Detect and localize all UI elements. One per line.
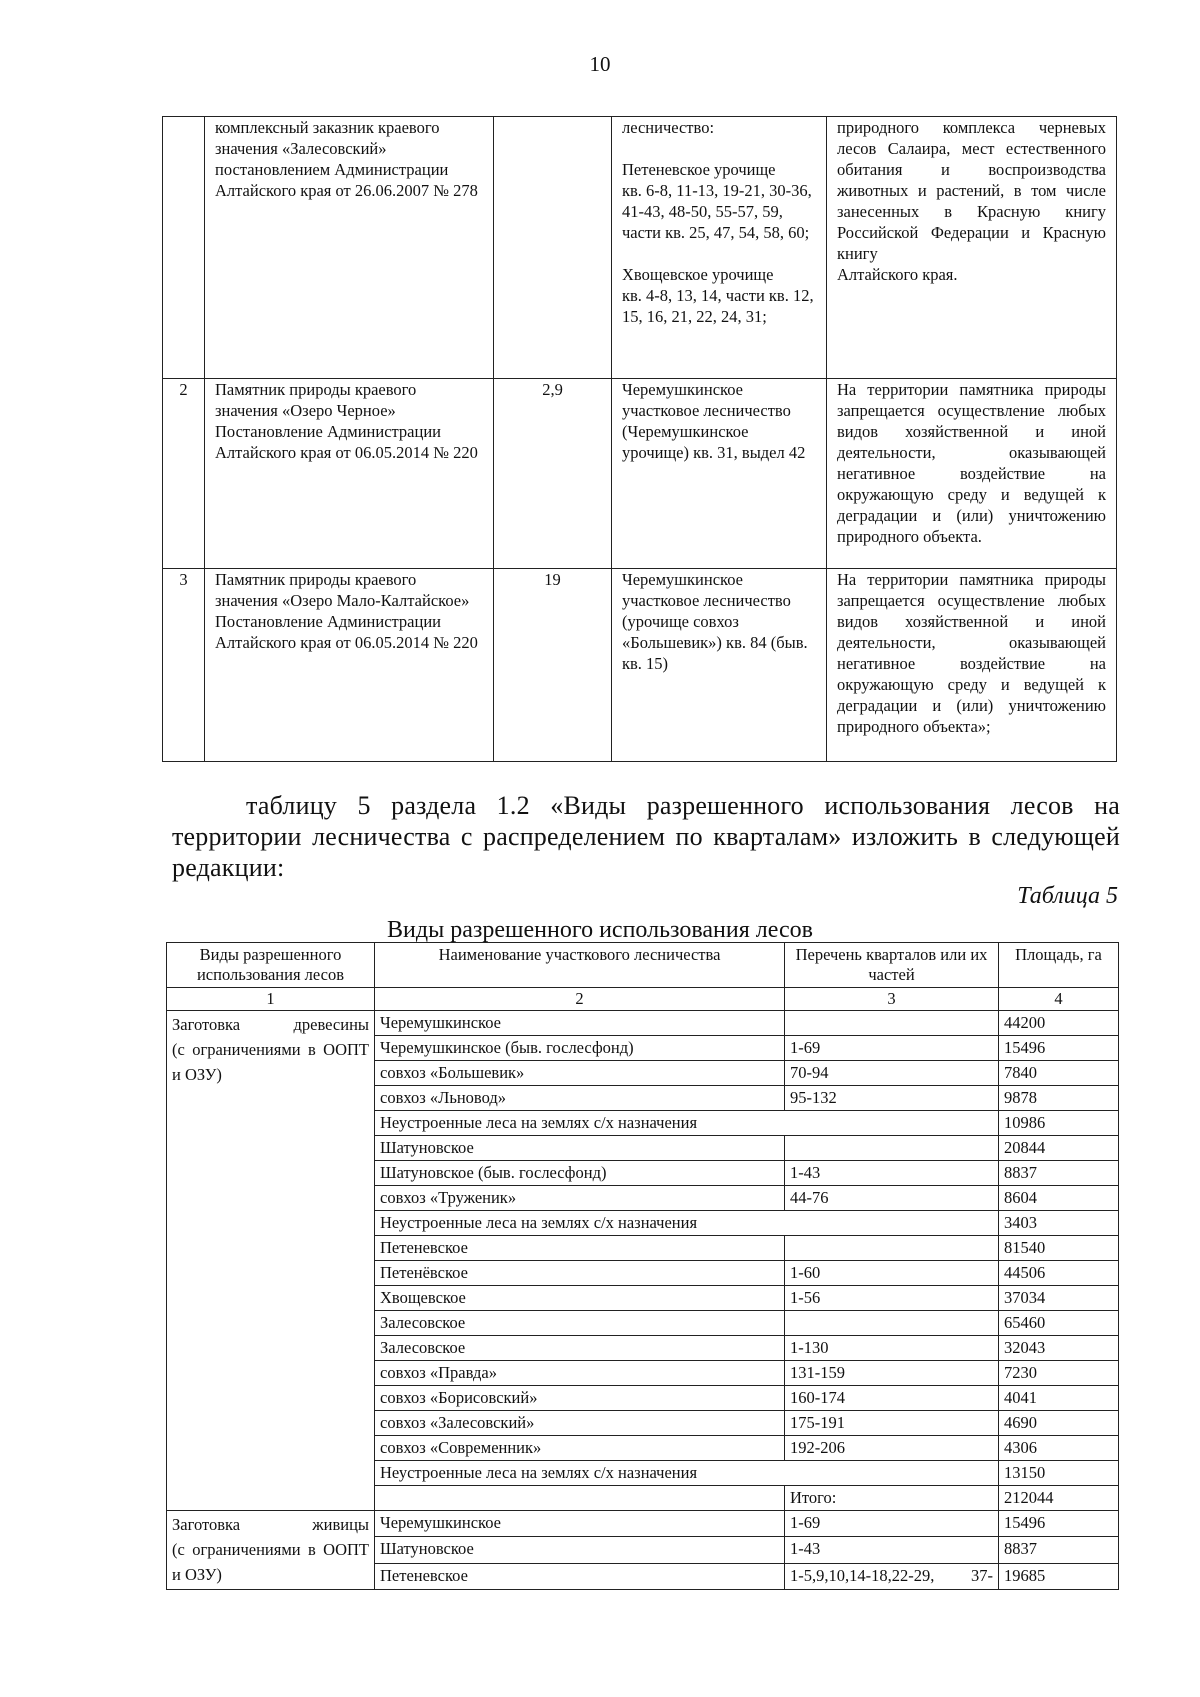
forestry-name-cell: совхоз «Залесовский» — [375, 1411, 785, 1436]
area-name: комплексный заказник краевого значения «Залесовский» постановлением Администрации Алтайского края от 26.06.2007 № 278 — [205, 117, 494, 379]
area-size — [494, 117, 612, 379]
quarters-cell: 1-130 — [785, 1336, 999, 1361]
area-cell: 4690 — [999, 1411, 1119, 1436]
area-cell: 15496 — [999, 1036, 1119, 1061]
forestry-name-cell — [375, 1486, 785, 1511]
row-number: 2 — [163, 379, 205, 569]
use-type-title: Заготовка древесины — [172, 1015, 369, 1034]
regime-text-last: Алтайского края. — [837, 265, 958, 284]
header-cell: Площадь, га — [999, 943, 1119, 988]
area-cell: 9878 — [999, 1086, 1119, 1111]
area-cell: 8604 — [999, 1186, 1119, 1211]
table-row — [163, 379, 1117, 569]
forestry-name-cell: Хвощевское — [375, 1286, 785, 1311]
forestry-name-cell: совхоз «Труженик» — [375, 1186, 785, 1211]
forestry-name-cell: Неустроенные леса на землях с/х назначения — [375, 1211, 999, 1236]
area-cell: 8837 — [999, 1537, 1119, 1563]
column-number: 4 — [999, 988, 1119, 1011]
forestry-name-cell: Черемушкинское — [375, 1011, 785, 1036]
forestry-name-cell: Шатуновское — [375, 1537, 785, 1563]
column-number: 1 — [167, 988, 375, 1011]
column-number: 3 — [785, 988, 999, 1011]
quarters-cell: 1-60 — [785, 1261, 999, 1286]
regime-text: На территории памятника природы запрещается осуществление любых видов хозяйственной и иной деятельности, оказывающей негативное воздействие на окружающую среду и ведущей к деградации и (или) уничтожению — [837, 570, 1106, 715]
area-cell: 19685 — [999, 1563, 1119, 1589]
forestry-name-cell: Петенёвское — [375, 1261, 785, 1286]
page-number: 10 — [589, 52, 611, 76]
use-type-title: Заготовка живицы — [172, 1515, 369, 1534]
area-cell: 81540 — [999, 1236, 1119, 1261]
location-line: Хвощевское урочище кв. 4-8, 13, 14, части кв. 12, 15, 16, 21, 22, 24, 31; — [622, 265, 814, 326]
forestry-name-cell: Залесовское — [375, 1336, 785, 1361]
header-cell: Наименование участкового лесничества — [375, 943, 785, 988]
use-type-cell — [167, 1011, 375, 1511]
forestry-name-cell: Залесовское — [375, 1311, 785, 1336]
area-cell: 15496 — [999, 1511, 1119, 1537]
forestry-name-cell: Шатуновское — [375, 1136, 785, 1161]
area-cell: 8837 — [999, 1161, 1119, 1186]
area-regime — [827, 569, 1117, 762]
forestry-name-cell: совхоз «Современник» — [375, 1436, 785, 1461]
forestry-name-cell: Черемушкинское — [375, 1511, 785, 1537]
table-row — [167, 1511, 1119, 1537]
regime-text-last: природного объекта»; — [837, 717, 991, 736]
forestry-name-cell: Неустроенные леса на землях с/х назначения — [375, 1461, 999, 1486]
location-line: лесничество: — [622, 118, 715, 137]
table-header-row — [167, 943, 1119, 988]
quarters-cell: 131-159 — [785, 1361, 999, 1386]
area-size: 2,9 — [494, 379, 612, 569]
column-number-row — [167, 988, 1119, 1011]
area-cell: 37034 — [999, 1286, 1119, 1311]
forestry-name-cell: совхоз «Правда» — [375, 1361, 785, 1386]
regime-text: природного комплекса черневых лесов Салаира, мест естественного обитания и воспроизводства животных и растений, в том числе занесенных в Красную книгу Российской Федерации и Красную книгу — [837, 118, 1106, 263]
area-cell: 44506 — [999, 1261, 1119, 1286]
table-label: Таблица 5 — [1017, 883, 1118, 909]
location-line: Петеневское урочище кв. 6-8, 11-13, 19-21, 30-36, 41-43, 48-50, 55-57, 59, части кв. 25, 47, 54, 58, 60; — [622, 160, 812, 242]
quarters-cell — [785, 1236, 999, 1261]
header-cell: Виды разрешенного использования лесов — [167, 943, 375, 988]
table-row — [167, 1011, 1119, 1036]
area-cell: 4306 — [999, 1436, 1119, 1461]
forestry-name-cell: Петеневское — [375, 1236, 785, 1261]
table-row — [163, 569, 1117, 762]
area-name: Памятник природы краевого значения «Озеро Черное» Постановление Администрации Алтайского края от 06.05.2014 № 220 — [205, 379, 494, 569]
header-cell: Перечень кварталов или их частей — [785, 943, 999, 988]
forestry-name-cell: Черемушкинское (быв. гослесфонд) — [375, 1036, 785, 1061]
area-location — [612, 117, 827, 379]
area-cell: 32043 — [999, 1336, 1119, 1361]
quarters-cell: 95-132 — [785, 1086, 999, 1111]
quarters-cell: 44-76 — [785, 1186, 999, 1211]
area-cell: 212044 — [999, 1486, 1119, 1511]
quarters-cell: 192-206 — [785, 1436, 999, 1461]
quarters-cell: 1-43 — [785, 1537, 999, 1563]
forestry-name-cell: Шатуновское (быв. гослесфонд) — [375, 1161, 785, 1186]
use-type-note: (с ограничениями в ООПТ и ОЗУ) — [172, 1540, 369, 1584]
area-regime — [827, 379, 1117, 569]
area-cell: 65460 — [999, 1311, 1119, 1336]
area-size: 19 — [494, 569, 612, 762]
area-cell: 3403 — [999, 1211, 1119, 1236]
forestry-name-cell: Неустроенные леса на землях с/х назначения — [375, 1111, 999, 1136]
table-title: Виды разрешенного использования лесов — [387, 917, 813, 943]
quarters-cell: Итого: — [785, 1486, 999, 1511]
quarters-cell: 1-69 — [785, 1511, 999, 1537]
area-name: Памятник природы краевого значения «Озеро Мало-Калтайское» Постановление Администрации Алтайского края от 06.05.2014 № 220 — [205, 569, 494, 762]
location-gap — [622, 138, 816, 159]
quarters-cell: 70-94 — [785, 1061, 999, 1086]
forestry-name-cell: совхоз «Борисовский» — [375, 1386, 785, 1411]
quarters-cell: 175-191 — [785, 1411, 999, 1436]
quarters-cell: 1-56 — [785, 1286, 999, 1311]
area-cell: 13150 — [999, 1461, 1119, 1486]
area-cell: 20844 — [999, 1136, 1119, 1161]
column-number: 2 — [375, 988, 785, 1011]
amendment-paragraph: таблицу 5 раздела 1.2 «Виды разрешенного использования лесов на территории лесничества с распределением по кварталам» изложить в следующей редакции: — [172, 791, 1120, 882]
area-location: Черемушкинское участковое лесничество (урочище совхоз «Большевик») кв. 84 (быв. кв. 15) — [612, 569, 827, 762]
quarters-cell: 1-5,9,10,14-18,22-29, 37- — [785, 1563, 999, 1589]
quarters-cell: 160-174 — [785, 1386, 999, 1411]
area-regime — [827, 117, 1117, 379]
row-number: 3 — [163, 569, 205, 762]
regime-text: На территории памятника природы запрещается осуществление любых видов хозяйственной и иной деятельности, оказывающей негативное воздействие на окружающую среду и ведущей к деградации и (или) уничтожению — [837, 380, 1106, 525]
forest-use-table — [166, 942, 1119, 1590]
forestry-name-cell: совхоз «Большевик» — [375, 1061, 785, 1086]
use-type-cell — [167, 1511, 375, 1590]
area-cell: 10986 — [999, 1111, 1119, 1136]
table-row — [163, 117, 1117, 379]
location-gap — [622, 243, 816, 264]
row-number — [163, 117, 205, 379]
quarters-cell — [785, 1136, 999, 1161]
area-location: Черемушкинское участковое лесничество (Черемушкинское урочище) кв. 31, выдел 42 — [612, 379, 827, 569]
quarters-cell: 1-43 — [785, 1161, 999, 1186]
protected-areas-table — [162, 116, 1117, 762]
quarters-cell — [785, 1011, 999, 1036]
quarters-cell — [785, 1311, 999, 1336]
forestry-name-cell: Петеневское — [375, 1563, 785, 1589]
area-cell: 4041 — [999, 1386, 1119, 1411]
quarters-cell: 1-69 — [785, 1036, 999, 1061]
area-cell: 44200 — [999, 1011, 1119, 1036]
area-cell: 7230 — [999, 1361, 1119, 1386]
use-type-note: (с ограничениями в ООПТ и ОЗУ) — [172, 1040, 369, 1084]
regime-text-last: природного объекта. — [837, 527, 982, 546]
area-cell: 7840 — [999, 1061, 1119, 1086]
forestry-name-cell: совхоз «Льновод» — [375, 1086, 785, 1111]
